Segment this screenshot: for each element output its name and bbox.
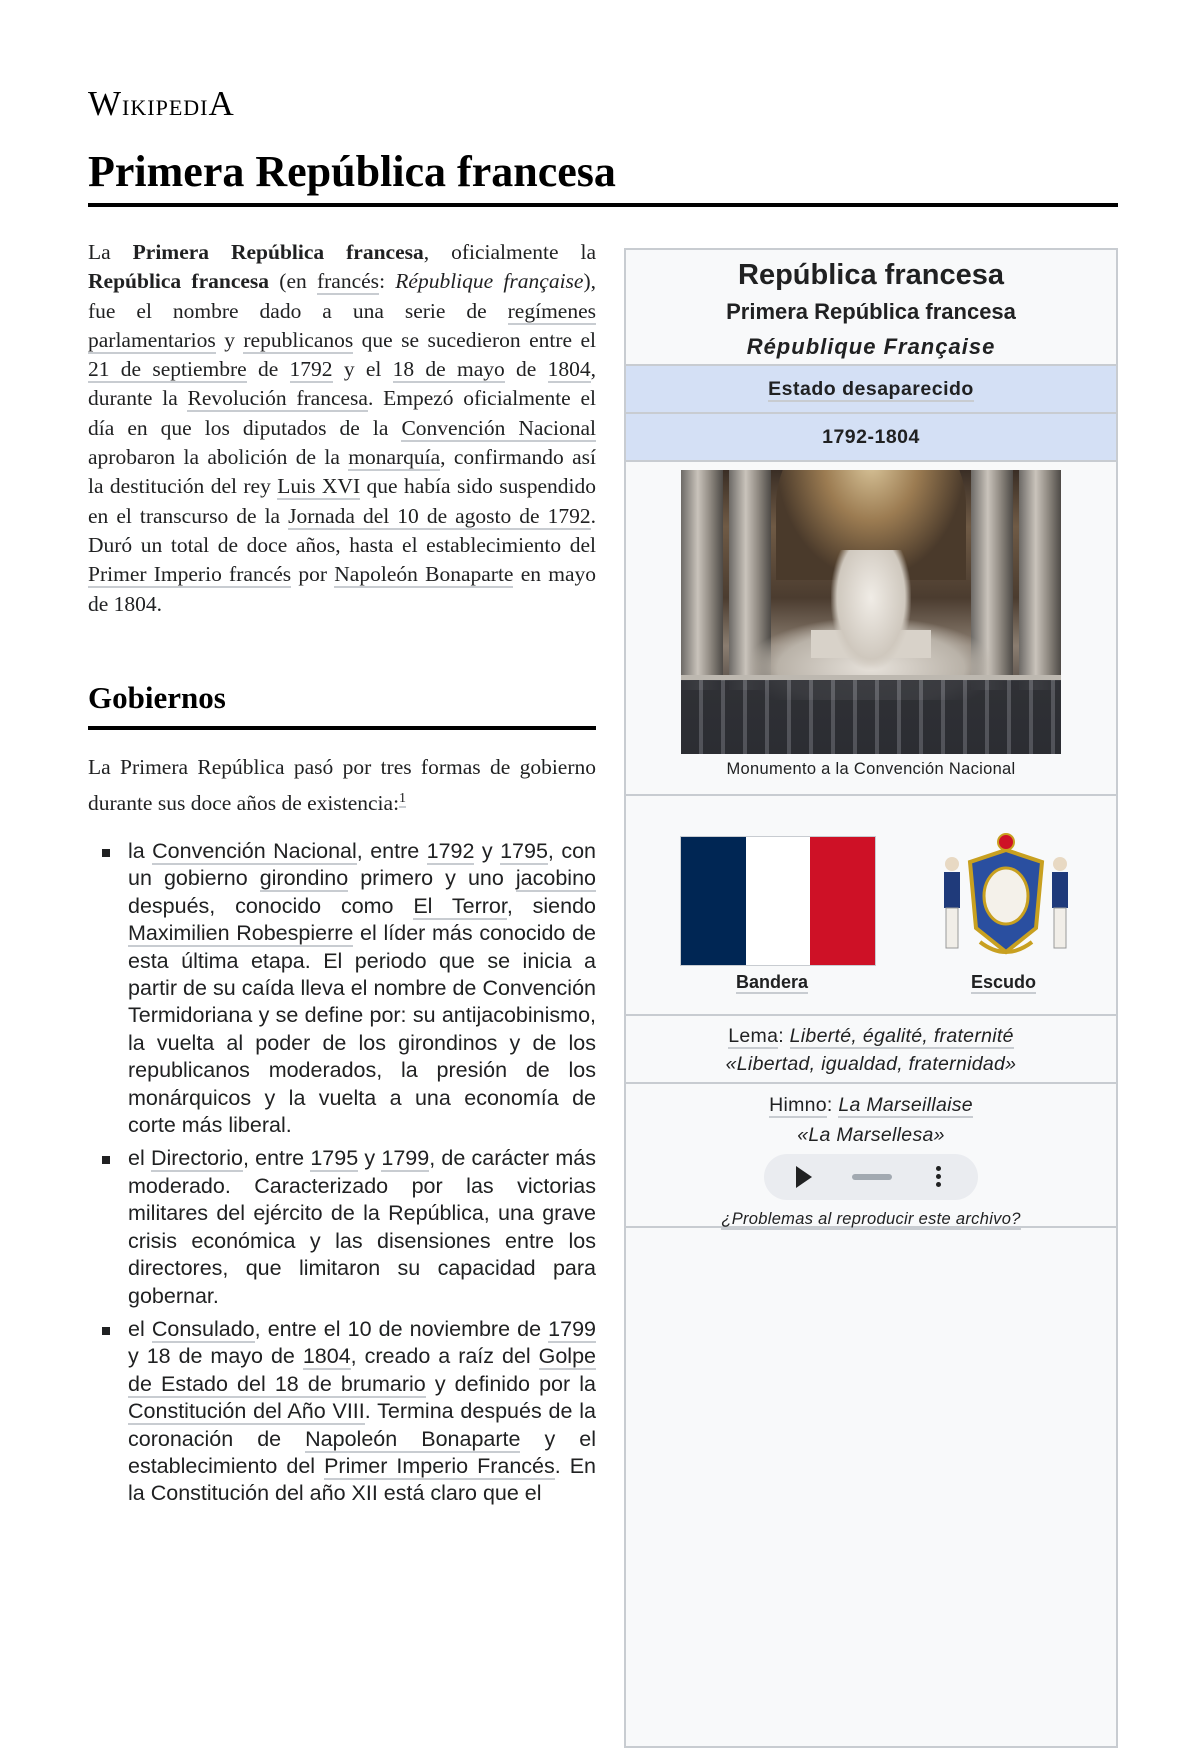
link-directorio[interactable]: Directorio (150, 1146, 243, 1171)
column (1019, 470, 1061, 690)
infobox (624, 248, 1118, 1748)
motto-translation: «Libertad, igualdad, fraternidad» (725, 1053, 1017, 1075)
link-1795[interactable]: 1795 (500, 839, 548, 863)
infobox-symbols-row (626, 796, 1116, 1016)
link-napoleon[interactable]: Napoleón Bonaparte (305, 1426, 521, 1451)
link-el-terror[interactable]: El Terror (413, 893, 507, 918)
logo-initial: W (88, 84, 123, 123)
link-primer-imperio[interactable]: Primer Imperio Francés (324, 1453, 555, 1478)
infobox-native-name: République Française (746, 334, 996, 359)
text: , de carácter más moderado. Caracterizado por las victorias militares del ejército de la República, una grave crisis económica y las disensiones entre los directores, que limitaron su capacidad para gobernar. (128, 1146, 596, 1308)
list-item (88, 838, 596, 1139)
text: aprobaron la abolición de la (88, 445, 349, 470)
text: , entre el 10 de noviembre de (254, 1316, 549, 1341)
link-robespierre[interactable]: Maximilien Robespierre (128, 921, 354, 946)
reference-link[interactable]: 1 (399, 791, 407, 806)
text: . En la Constitución del año XII está claro que el (128, 1453, 597, 1506)
status-link[interactable]: Estado desaparecido (768, 378, 974, 400)
text: La (88, 240, 133, 264)
link-convencion-nacional[interactable]: Convención Nacional (401, 415, 596, 440)
audio-player (764, 1154, 978, 1200)
infobox-name: República francesa (738, 259, 1004, 291)
link-1792[interactable]: 1792 (426, 839, 475, 863)
anthem-label[interactable]: Himno (769, 1094, 827, 1116)
infobox-long-name: Primera República francesa (726, 299, 1016, 324)
text: , siendo (506, 893, 596, 918)
link-1804[interactable]: 1804 (547, 357, 591, 382)
link-1792[interactable]: 1792 (289, 357, 333, 382)
bold-text: Primera República francesa (132, 240, 424, 264)
motto-label[interactable]: Lema (728, 1025, 779, 1047)
link-1804[interactable]: 1804 (302, 1344, 351, 1369)
text: , entre (242, 1146, 311, 1171)
flag-blue-stripe (681, 837, 746, 965)
infobox-status-row (626, 366, 1116, 414)
audio-help-link[interactable]: ¿Problemas al reproducir este archivo? (721, 1210, 1021, 1228)
text: en mayo de 1804. (88, 562, 597, 616)
logo-middle: ikipedi (122, 86, 209, 122)
link-girondino[interactable]: girondino (259, 866, 349, 891)
link-revolucion-francesa[interactable]: Revolución francesa (187, 386, 368, 411)
colon: : (778, 1025, 790, 1047)
text: , creado a raíz del (350, 1344, 539, 1369)
coat-of-arms-icon[interactable] (940, 832, 1072, 966)
link-golpe-brumario[interactable]: Golpe de Estado del 18 de brumario (128, 1344, 596, 1396)
text: y (215, 327, 244, 352)
text: , confirmando así la destitución del rey (88, 445, 596, 499)
text: de (504, 357, 548, 382)
text: ), fue el nombre dado a una serie de (88, 269, 597, 323)
text: el (128, 1316, 152, 1341)
text: que se sucedieron entre el (353, 327, 596, 352)
link-1799[interactable]: 1799 (381, 1146, 430, 1171)
link-regimenes[interactable]: regímenes parlamentarios (88, 298, 596, 352)
bullet-icon (102, 1327, 110, 1335)
flag-white-stripe (746, 837, 811, 965)
bold-text: República francesa (88, 269, 270, 294)
text: primero y uno (348, 866, 516, 891)
flag-label-link[interactable] (736, 972, 808, 993)
text: , durante la (88, 357, 597, 411)
link-convencion-nacional[interactable]: Convención Nacional (152, 839, 357, 863)
link-republicanos[interactable]: republicanos (243, 327, 354, 352)
play-icon[interactable] (796, 1166, 812, 1188)
link-1795[interactable]: 1795 (310, 1146, 359, 1171)
colon: : (826, 1094, 839, 1116)
flag-red-stripe (810, 837, 875, 965)
text: de (246, 357, 290, 382)
list-item (88, 1145, 596, 1309)
text: , con un gobierno (128, 839, 596, 891)
image-caption: Monumento a la Convención Nacional (726, 760, 1016, 778)
text: por (291, 562, 335, 587)
link-luis-xvi[interactable]: Luis XVI (277, 474, 361, 499)
infobox-image-row (626, 462, 1116, 796)
anthem-link[interactable]: La Marseillaise (838, 1094, 973, 1116)
shield-crest (998, 834, 1014, 850)
link-monarquia[interactable]: monarquía (348, 445, 441, 470)
text: . Duró un total de doce años, hasta el establecimiento del (88, 503, 596, 557)
section-intro (88, 752, 596, 819)
link-consulado[interactable]: Consulado (151, 1316, 255, 1341)
link-1799[interactable]: 1799 (548, 1316, 596, 1341)
infobox-years-row: 1792-1804 (626, 414, 1116, 462)
soldier-right-legs (1054, 908, 1066, 948)
text: y definido por la (425, 1371, 596, 1396)
audio-help-line (626, 1204, 1116, 1234)
text: , entre (356, 839, 427, 863)
italic-text: République française (395, 269, 584, 294)
logo-final: A (208, 84, 235, 123)
link-frances[interactable]: francés (316, 269, 380, 294)
text: el (128, 1146, 151, 1171)
text: : (379, 269, 396, 294)
soldier-right-head (1053, 857, 1067, 871)
link-primer-imperio[interactable]: Primer Imperio francés (88, 562, 292, 587)
text: , oficialmente la (423, 240, 597, 264)
bullet-icon (102, 849, 110, 857)
link-jacobino[interactable]: jacobino (515, 866, 596, 891)
government-forms-list (88, 838, 596, 1514)
page-title: Primera República francesa (88, 146, 1118, 207)
text: y el (332, 357, 393, 382)
motto-line (626, 1022, 1116, 1050)
coat-label-link[interactable] (971, 972, 1036, 993)
soldier-left-legs (946, 908, 958, 948)
infobox-motto-row (626, 1016, 1116, 1084)
link-jornada-10-agosto[interactable]: Jornada del 10 de agosto de 1792 (288, 503, 591, 528)
anthem-translation: «La Marsellesa» (797, 1124, 945, 1146)
text: . Empezó oficialmente el día en que los diputados de la (88, 386, 596, 440)
statue-figure (831, 550, 911, 670)
link-18-mayo[interactable]: 18 de mayo (392, 357, 505, 382)
flag-label[interactable]: Bandera (736, 972, 809, 992)
section-heading-gobiernos: Gobiernos (88, 680, 596, 730)
link-constitucion-ano-viii[interactable]: Constitución del Año VIII (128, 1399, 365, 1424)
text: . Termina después de la coronación de (128, 1399, 596, 1451)
link-napoleon[interactable]: Napoleón Bonaparte (334, 562, 514, 587)
lead-paragraph (88, 238, 596, 619)
audio-progress-bar[interactable] (852, 1174, 892, 1180)
more-options-icon[interactable] (936, 1166, 942, 1188)
text: y el establecimiento del (128, 1426, 596, 1478)
soldier-left-head (945, 857, 959, 871)
text: y 18 de mayo de (128, 1344, 303, 1369)
text: después, conocido como (128, 893, 414, 918)
text: que había sido suspendido en el transcurso de la (88, 474, 596, 528)
text: La Primera República pasó por tres formas de gobierno durante sus doce años de existencia: (88, 755, 596, 816)
soldier-left-body (944, 872, 960, 908)
text: y (474, 839, 501, 863)
mosaic-floor (681, 680, 1061, 754)
text: (en (269, 269, 317, 294)
anthem-line (626, 1090, 1116, 1120)
list-item (88, 1316, 596, 1508)
text: y (358, 1146, 382, 1171)
monument-photo[interactable] (681, 470, 1061, 754)
infobox-anthem-row (626, 1084, 1116, 1228)
motto-link[interactable]: Liberté, égalité, fraternité (789, 1025, 1014, 1047)
text: el líder más conocido de esta última etapa. El periodo que se inicia a partir de su caída lleva el nombre de Convención Termidoriana y se define por: su antijacobinismo, la vuelta al poder de los girondinos y de los republicanos moderados, la presión de los monárquicos y la vuelta a una economía de corte más liberal. (128, 921, 596, 1138)
wikipedia-logo[interactable] (88, 84, 235, 124)
column (681, 470, 723, 690)
text: la (128, 839, 153, 863)
shield-medallion (984, 868, 1028, 924)
bullet-icon (102, 1156, 110, 1164)
soldier-right-body (1052, 872, 1068, 908)
link-21-septiembre[interactable]: 21 de septiembre (88, 357, 247, 382)
coat-label[interactable]: Escudo (971, 972, 1037, 992)
infobox-header (626, 250, 1116, 366)
flag-image[interactable] (680, 836, 876, 966)
